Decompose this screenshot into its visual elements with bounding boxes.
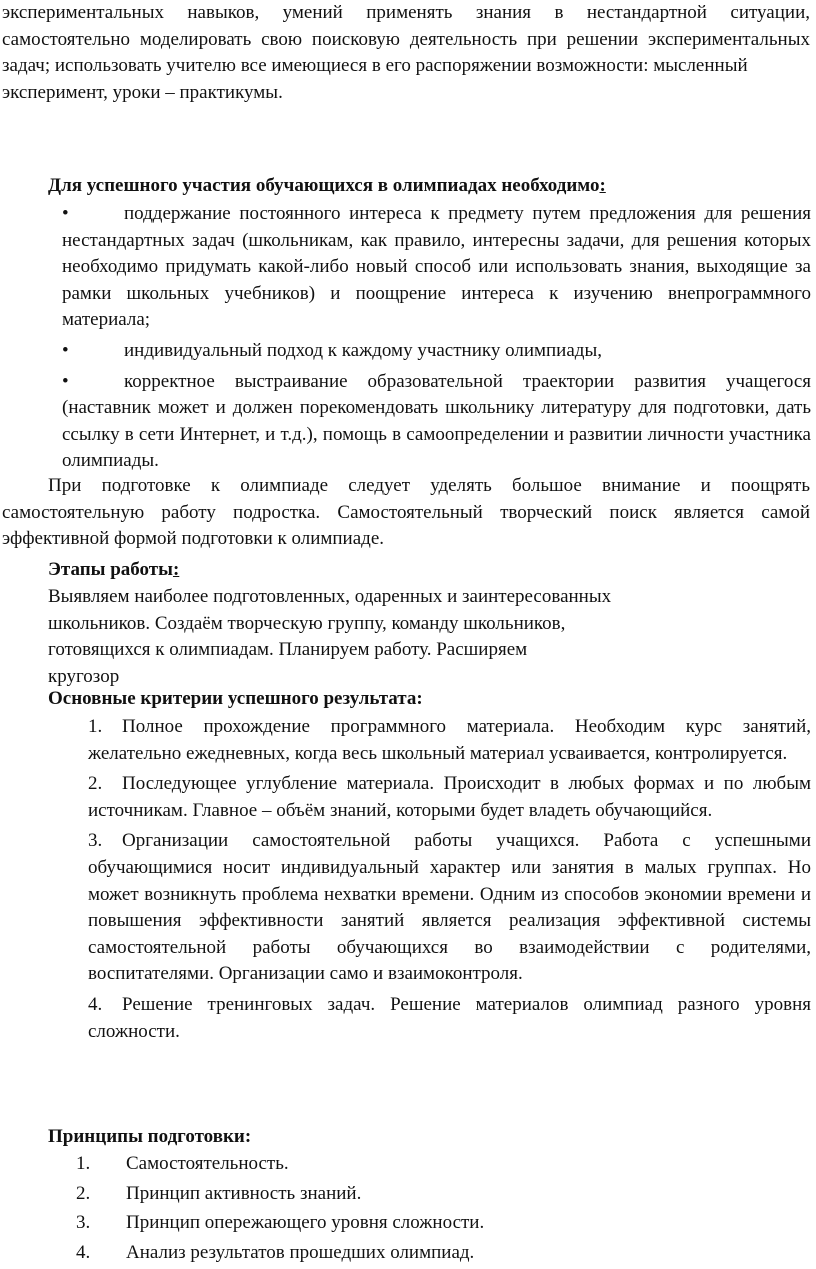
bullet-icon: •	[62, 339, 69, 361]
intro-paragraph	[2, 0, 810, 106]
bullet-text: корректное выстраивание образовательной траектории развития учащегося (наставник может и должен порекомендовать школьнику литературу для подготовки, дать ссылку в сети Интернет, и т.д.), помощь в самоопределении и развитии личности участника олимпиады.	[62, 370, 811, 472]
item-number: 4.	[88, 993, 103, 1015]
olympiad-heading-text: Для успешного участия обучающихся в олимпиадах необходимо	[48, 175, 600, 196]
stages-heading-colon: :	[172, 559, 180, 580]
principles-list	[76, 1151, 776, 1269]
bullet-text: поддержание постоянного интереса к предмету путем предложения для решения нестандартных задач (школьникам, как правило, интересны задачи, для решения которых необходимо придумать какой-либо новый способ или использовать знания, выходящие за рамки школьных учебников) и поощрение интереса к изучению внепрограммного материала;	[62, 203, 811, 331]
list-item	[76, 1210, 776, 1237]
item-number: 2.	[76, 1182, 91, 1204]
stages-heading-text: Этапы работы	[48, 559, 173, 580]
stages-text	[48, 584, 688, 690]
intro-last-line: эксперимент, уроки – практикумы.	[2, 81, 283, 103]
list-item	[76, 1181, 776, 1208]
list-item	[62, 338, 811, 365]
item-number: 3.	[88, 830, 103, 852]
intro-text: экспериментальных навыков, умений применять знания в нестандартной ситуации, самостоятельно моделировать свою поисковую деятельность при решении экспериментальных задач; использовать учителю все имеющиеся в его распоряжении возможности: мысленный	[2, 2, 810, 77]
bullet-icon: •	[62, 370, 69, 392]
list-item	[62, 369, 811, 475]
olympiad-bullet-list	[62, 201, 811, 475]
criteria-list	[88, 714, 811, 1049]
olympiad-heading-colon: :	[599, 175, 606, 196]
item-text: Решение тренинговых задач. Решение материалов олимпиад разного уровня сложности.	[88, 993, 811, 1042]
preparation-paragraph: При подготовке к олимпиаде следует уделять большое внимание и поощрять самостоятельную работу подростка. Самостоятельный творческий поиск является самой эффективной формой подготовки к олимпиаде.	[2, 475, 810, 550]
stages-line: школьников. Создаём творческую группу, команду школьников,	[48, 612, 566, 634]
item-number: 3.	[76, 1212, 91, 1234]
olympiad-heading	[48, 173, 606, 200]
list-item	[88, 828, 811, 988]
stages-heading	[48, 557, 179, 584]
list-item	[62, 201, 811, 334]
item-text: Анализ результатов прошедших олимпиад.	[126, 1241, 475, 1263]
stages-line: готовящихся к олимпиадам. Планируем работу. Расширяем	[48, 639, 528, 661]
item-number: 2.	[88, 773, 103, 795]
item-text: Полное прохождение программного материала. Необходим курс занятий, желательно ежедневных, когда весь школьный материал усваивается, контролируется.	[88, 716, 811, 764]
item-number: 1.	[76, 1153, 91, 1174]
list-item	[88, 992, 811, 1045]
list-item	[88, 714, 811, 767]
list-item	[88, 771, 811, 824]
stages-line: кругозор	[48, 665, 120, 687]
list-item	[76, 1240, 776, 1267]
item-text: Самостоятельность.	[126, 1153, 289, 1174]
item-text: Организации самостоятельной работы учащихся. Работа с успешными обучающимися носит индивидуальный характер или занятия в малых группах. Но может возникнуть проблема нехватки времени. Одним из способов экономии времени и повышения эффективности занятий является реализация эффективной системы самостоятельной работы обучающихся во взаимодействии с родителями, воспитателями. Организации само и взаимоконтроля.	[88, 830, 811, 985]
principles-heading: Принципы подготовки:	[48, 1126, 252, 1147]
list-item	[76, 1151, 776, 1178]
item-text: Принцип активность знаний.	[126, 1182, 362, 1204]
bullet-text: индивидуальный подход к каждому участнику олимпиады,	[124, 339, 602, 361]
stages-line: Выявляем наиболее подготовленных, одаренных и заинтересованных	[48, 586, 612, 607]
item-text: Последующее углубление материала. Происходит в любых формах и по любым источникам. Главное – объём знаний, которыми будет владеть обучающийся.	[88, 773, 811, 821]
bullet-icon: •	[62, 203, 69, 224]
item-number: 4.	[76, 1241, 91, 1263]
criteria-heading: Основные критерии успешного результата:	[48, 688, 423, 709]
item-text: Принцип опережающего уровня сложности.	[126, 1212, 485, 1234]
item-number: 1.	[88, 716, 103, 737]
